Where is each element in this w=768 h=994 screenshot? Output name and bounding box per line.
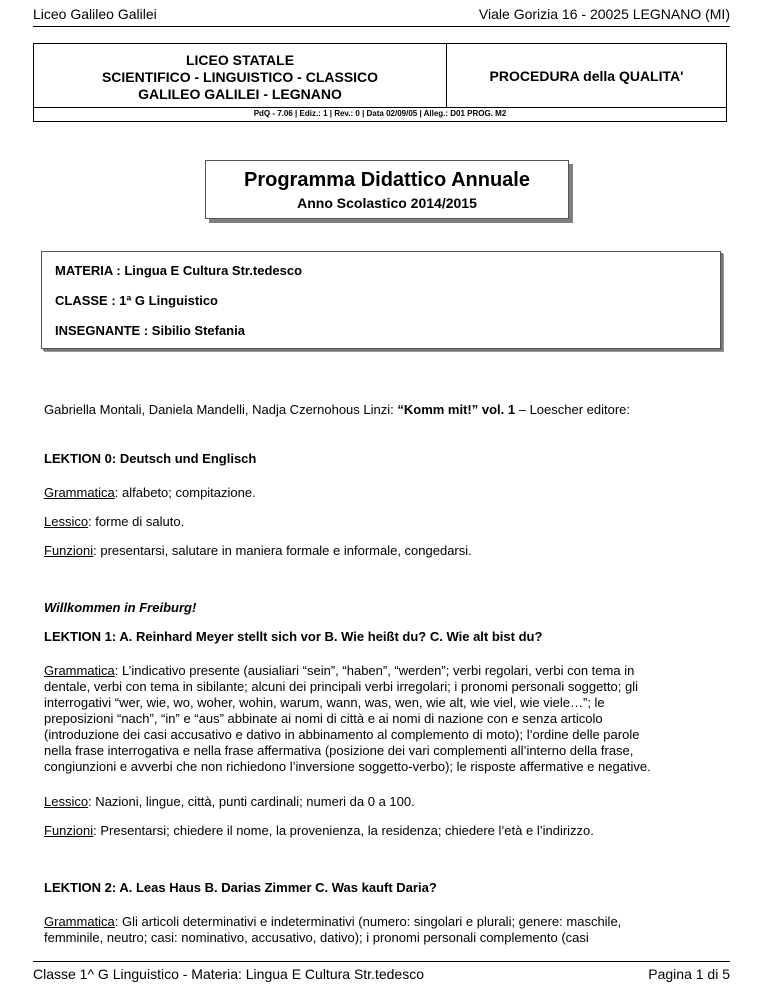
grammatica-label: Grammatica	[44, 914, 115, 929]
school-name-cell	[34, 44, 447, 107]
grammatica-line	[44, 914, 722, 930]
procedure-cell	[447, 44, 726, 107]
grammatica-line: (introduzione dei casi accusativo e dativo in abbinamento al complemento di moto); l’ordine delle parole	[44, 727, 640, 742]
quality-table-row	[34, 44, 726, 107]
quality-procedure-table	[33, 43, 727, 122]
lessico-label: Lessico	[44, 794, 89, 809]
funzioni-text: : Presentarsi; chiedere il nome, la provenienza, la residenza; chiedere l’età e l’indirizzo.	[93, 823, 594, 838]
lessico-text: : Nazioni, lingue, città, punti cardinali; numeri da 0 a 100.	[88, 794, 415, 809]
lessico-text: : forme di saluto.	[88, 514, 185, 529]
textbook-publisher: – Loescher editore:	[515, 402, 631, 417]
lektion-0-grammatica	[44, 485, 256, 501]
grammatica-line: dentale, verbi con tema in sibilante; alcuni dei principali verbi irregolari; i pronomi personali soggetto; gli	[44, 679, 638, 694]
grammatica-label: Grammatica	[44, 663, 115, 678]
school-name-line: SCIENTIFICO - LINGUISTICO - CLASSICO	[101, 69, 379, 85]
lektion-0-lessico	[44, 514, 184, 530]
footer-divider	[33, 961, 730, 962]
course-info-box	[41, 251, 721, 349]
class-line: CLASSE : 1ª G Linguistico	[55, 293, 218, 308]
grammatica-text: : alfabeto; compitazione.	[114, 485, 256, 500]
school-name-line: LICEO STATALE	[185, 52, 295, 68]
lektion-2-grammatica	[44, 914, 722, 946]
subject-line: MATERIA : Lingua E Cultura Str.tedesco	[55, 263, 303, 278]
header-school: Liceo Galileo Galilei	[33, 6, 157, 22]
textbook-title: “Komm mit!” vol. 1	[397, 402, 516, 417]
document-reference: PdQ - 7.06 | Ediz.: 1 | Rev.: 0 | Data 02/09/05 | Alleg.: D01 PROG. M2	[34, 107, 726, 121]
footer-class-subject: Classe 1^ G Linguistico - Materia: Lingua E Cultura Str.tedesco	[33, 966, 424, 982]
section-title: Willkommen in Freiburg!	[44, 600, 197, 615]
lektion-0-funzioni	[44, 543, 472, 559]
lessico-label: Lessico	[44, 514, 89, 529]
grammatica-label: Grammatica	[44, 485, 115, 500]
teacher-line: INSEGNANTE : Sibilio Stefania	[55, 323, 245, 338]
grammatica-line: congiunzioni e avverbi che non richiedono l’inversione soggetto-verbo); le risposte affermative e negative.	[44, 759, 651, 774]
lektion-2-heading: LEKTION 2: A. Leas Haus B. Darias Zimmer C. Was kauft Daria?	[44, 880, 437, 895]
grammatica-line: preposizioni “nach”, “in” e “aus” abbinate ai nomi di città e ai nomi di nazione con e senza articolo	[44, 711, 603, 726]
grammatica-line: nella frase interrogativa e nella frase affermativa (posizione dei vari complementi all’interno della frase,	[44, 743, 634, 758]
grammatica-line: femminile, neutro; casi: nominativo, accusativo, dativo); i pronomi personali complemento (casi	[44, 930, 589, 945]
lektion-0-heading: LEKTION 0: Deutsch und Englisch	[44, 451, 257, 466]
grammatica-line	[44, 663, 722, 679]
grammatica-text: : Gli articoli determinativi e indeterminativi (numero: singolari e plurali; genere: maschile,	[114, 914, 622, 929]
funzioni-label: Funzioni	[44, 823, 94, 838]
procedure-title: PROCEDURA della QUALITA'	[489, 67, 684, 84]
school-name-line: GALILEO GALILEI - LEGNANO	[138, 86, 342, 102]
grammatica-text: : L’indicativo presente (ausialiari “sein”, “haben”, “werden”; verbi regolari, verbi con tema in	[114, 663, 635, 678]
lektion-1-heading: LEKTION 1: A. Reinhard Meyer stellt sich vor B. Wie heißt du? C. Wie alt bist du?	[44, 629, 543, 644]
textbook-reference	[44, 402, 630, 418]
header-address: Viale Gorizia 16 - 20025 LEGNANO (MI)	[478, 6, 730, 22]
grammatica-line: interrogativi “wer, wie, wo, woher, wohin, warum, wann, was, wen, wie alt, wie viel, wie viele…”; le	[44, 695, 605, 710]
lektion-1-lessico	[44, 794, 415, 810]
program-title: Programma Didattico Annuale	[244, 169, 530, 191]
program-title-box	[205, 160, 569, 219]
header-divider	[33, 26, 730, 27]
lektion-1-grammatica	[44, 663, 722, 775]
funzioni-text: : presentarsi, salutare in maniera formale e informale, congedarsi.	[93, 543, 472, 558]
textbook-authors: Gabriella Montali, Daniela Mandelli, Nadja Czernohous Linzi:	[44, 402, 398, 417]
funzioni-label: Funzioni	[44, 543, 94, 558]
school-year: Anno Scolastico 2014/2015	[297, 195, 477, 211]
lektion-1-funzioni	[44, 823, 594, 839]
page-number: Pagina 1 di 5	[648, 966, 730, 982]
